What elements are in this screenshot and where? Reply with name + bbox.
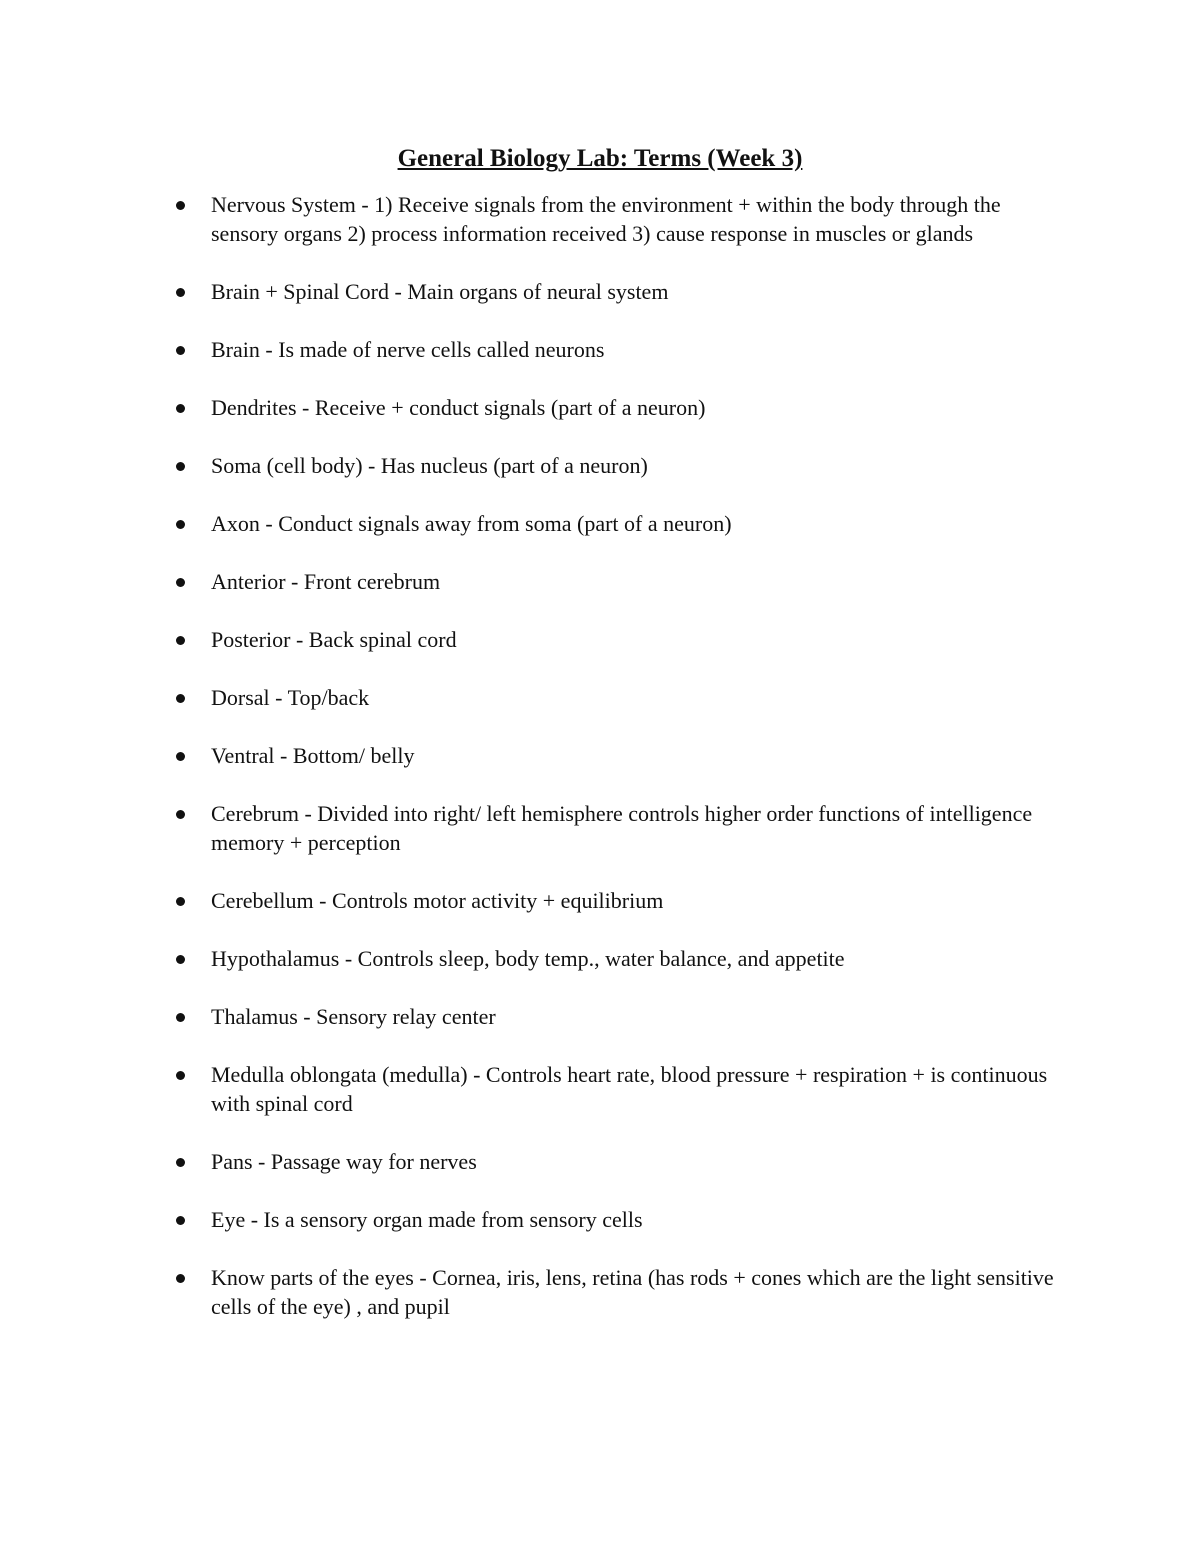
term-text: Dendrites - Receive + conduct signals (part of a neuron) — [211, 395, 706, 420]
bullet-icon — [176, 694, 185, 703]
bullet-icon — [176, 1216, 185, 1225]
term-text: Eye - Is a sensory organ made from sensory cells — [211, 1207, 643, 1232]
bullet-icon — [176, 1013, 185, 1022]
bullet-icon — [176, 1274, 185, 1283]
list-item — [0, 451, 1200, 480]
list-item — [0, 625, 1200, 654]
bullet-icon — [176, 810, 185, 819]
list-item — [0, 567, 1200, 596]
page-title: General Biology Lab: Terms (Week 3) — [397, 145, 803, 172]
term-text: Brain + Spinal Cord - Main organs of neural system — [211, 279, 669, 304]
list-item — [0, 944, 1200, 973]
bullet-icon — [176, 955, 185, 964]
bullet-icon — [176, 897, 185, 906]
list-item — [0, 277, 1200, 306]
term-text: Know parts of the eyes - Cornea, iris, lens, retina (has rods + cones which are the light sensitive cells of the eye) , and pupil — [211, 1265, 1054, 1319]
bullet-icon — [176, 288, 185, 297]
list-item — [0, 1147, 1200, 1176]
list-item — [0, 1060, 1200, 1118]
terms-list — [0, 190, 1200, 1350]
list-item — [0, 683, 1200, 712]
list-item — [0, 1263, 1200, 1321]
bullet-icon — [176, 346, 185, 355]
term-text: Brain - Is made of nerve cells called neurons — [211, 337, 605, 362]
term-text: Nervous System - 1) Receive signals from the environment + within the body through the sensory organs 2) process information received 3) cause response in muscles or glands — [211, 192, 1001, 246]
list-item — [0, 1002, 1200, 1031]
bullet-icon — [176, 520, 185, 529]
term-text: Posterior - Back spinal cord — [211, 627, 457, 652]
bullet-icon — [176, 462, 185, 471]
list-item — [0, 799, 1200, 857]
bullet-icon — [176, 636, 185, 645]
term-text: Dorsal - Top/back — [211, 685, 370, 710]
bullet-icon — [176, 1158, 185, 1167]
term-text: Soma (cell body) - Has nucleus (part of a neuron) — [211, 453, 648, 478]
list-item — [0, 393, 1200, 422]
list-item — [0, 335, 1200, 364]
list-item — [0, 1205, 1200, 1234]
term-text: Hypothalamus - Controls sleep, body temp., water balance, and appetite — [211, 946, 845, 971]
term-text: Axon - Conduct signals away from soma (part of a neuron) — [211, 511, 732, 536]
bullet-icon — [176, 578, 185, 587]
term-text: Cerebellum - Controls motor activity + equilibrium — [211, 888, 664, 913]
list-item — [0, 741, 1200, 770]
bullet-icon — [176, 1071, 185, 1080]
term-text: Anterior - Front cerebrum — [211, 569, 441, 594]
bullet-icon — [176, 201, 185, 210]
term-text: Thalamus - Sensory relay center — [211, 1004, 496, 1029]
list-item — [0, 190, 1200, 248]
list-item — [0, 886, 1200, 915]
term-text: Pans - Passage way for nerves — [211, 1149, 477, 1174]
term-text: Cerebrum - Divided into right/ left hemisphere controls higher order functions of intelligence memory + perception — [211, 801, 1033, 855]
term-text: Medulla oblongata (medulla) - Controls heart rate, blood pressure + respiration + is continuous with spinal cord — [211, 1062, 1048, 1116]
bullet-icon — [176, 404, 185, 413]
list-item — [0, 509, 1200, 538]
bullet-icon — [176, 752, 185, 761]
term-text: Ventral - Bottom/ belly — [211, 743, 415, 768]
